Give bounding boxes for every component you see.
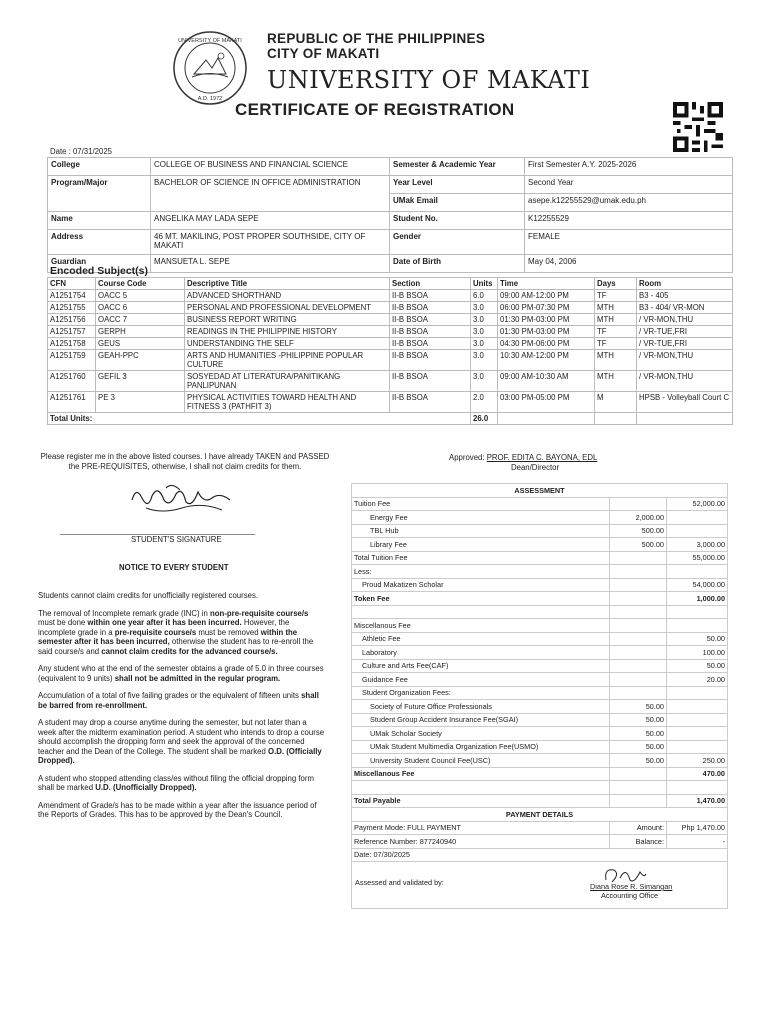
table-row (48, 392, 733, 413)
address-label: Address (48, 230, 151, 255)
fee-row: Laboratory 100.00 (352, 646, 728, 660)
year-value: Second Year (525, 176, 733, 194)
qr-code (672, 102, 724, 152)
program-value: BACHELOR OF SCIENCE IN OFFICE ADMINISTRATION (151, 176, 390, 212)
table-cell: HPSB - Volleyball Court C (637, 392, 733, 413)
fee-row: Library Fee 500.00 3,000.00 (352, 538, 728, 552)
table-row (48, 290, 733, 302)
table-row (48, 371, 733, 392)
table-cell: A1251761 (48, 392, 96, 413)
fee-row: UMak Scholar Society 50.00 (352, 727, 728, 741)
document-title: CERTIFICATE OF REGISTRATION (235, 100, 515, 119)
validator-name: Diana Rose R. Simangan (590, 882, 673, 891)
table-row (48, 326, 733, 338)
notice-paragraph: A student who stopped attending class/es without filing the official dropping form shall be marked U.D. (Unofficially Dropped). (38, 773, 314, 792)
table-cell: 3.0 (471, 350, 498, 371)
table-cell: OACC 6 (96, 302, 185, 314)
total-units-label: Total Units: (48, 413, 471, 425)
fee-row: Token Fee 1,000.00 (352, 592, 728, 606)
payment-details-title: PAYMENT DETAILS (352, 808, 728, 822)
table-cell: TF (595, 338, 637, 350)
col-header: Descriptive Title (185, 278, 390, 290)
table-cell: / VR-TUE,FRI (637, 326, 733, 338)
approved-label: Approved: (449, 453, 485, 462)
notice-paragraph: Any student who at the end of the semester obtains a grade of 5.0 in three courses (equivalent to 9 units) shall not be admitted in the regular program. (38, 664, 324, 683)
dob-value: May 04, 2006 (525, 255, 733, 273)
total-units-value: 26.0 (471, 413, 498, 425)
table-cell: OACC 7 (96, 314, 185, 326)
email-value: asepe.k12255529@umak.edu.ph (525, 194, 733, 212)
table-row (48, 338, 733, 350)
table-cell: A1251754 (48, 290, 96, 302)
table-cell: A1251757 (48, 326, 96, 338)
table-cell: II-B BSOA (390, 326, 471, 338)
assessment-title: ASSESSMENT (352, 484, 728, 498)
college-value: COLLEGE OF BUSINESS AND FINANCIAL SCIENCE (151, 158, 390, 176)
subjects-table (47, 277, 733, 425)
table-cell: ADVANCED SHORTHAND (185, 290, 390, 302)
table-row (48, 350, 733, 371)
table-cell: / VR-MON,THU (637, 350, 733, 371)
col-header: Section (390, 278, 471, 290)
table-row (48, 314, 733, 326)
student-no-label: Student No. (390, 212, 525, 230)
year-label: Year Level (390, 176, 525, 194)
fee-row: Miscellanous Fee 470.00 (352, 767, 728, 781)
notice-body (38, 591, 326, 828)
approver-name: PROF. EDITA C. BAYONA, EDL (486, 453, 598, 462)
fee-row: Guidance Fee 20.00 (352, 673, 728, 687)
payment-row: Payment Mode: FULL PAYMENT Amount: Php 1,470.00 (352, 821, 728, 835)
signature-line: _____________________________________________ (60, 526, 256, 535)
payment-row: Reference Number: 877240940 Balance: - (352, 835, 728, 849)
svg-text:A.D. 1972: A.D. 1972 (197, 96, 223, 102)
table-cell: A1251759 (48, 350, 96, 371)
table-cell: 09:00 AM-12:00 PM (498, 290, 595, 302)
table-cell: GEUS (96, 338, 185, 350)
table-cell: A1251758 (48, 338, 96, 350)
fee-row: Miscellanous Fee (352, 619, 728, 633)
table-cell: A1251755 (48, 302, 96, 314)
header-republic: REPUBLIC OF THE PHILIPPINES CITY OF MAKATI (267, 31, 486, 61)
validation-row (352, 862, 728, 909)
table-cell: / VR-MON,THU (637, 314, 733, 326)
notice-paragraph: Students cannot claim credits for unofficially registered courses. (38, 591, 259, 600)
col-header: Time (498, 278, 595, 290)
fee-row: Energy Fee 2,000.00 (352, 511, 728, 525)
table-cell: II-B BSOA (390, 392, 471, 413)
table-cell: 04:30 PM-06:00 PM (498, 338, 595, 350)
gender-label: Gender (390, 230, 525, 255)
notice-paragraph: Accumulation of a total of five failing grades or the equivalent of fifteen units shall be barred from re-enrollment. (38, 691, 319, 710)
table-cell: UNDERSTANDING THE SELF (185, 338, 390, 350)
table-cell: GEAH-PPC (96, 350, 185, 371)
table-cell: II-B BSOA (390, 314, 471, 326)
guardian-label: Guardian (48, 255, 151, 273)
program-label: Program/Major (48, 176, 151, 212)
fee-row: Total Payable 1,470.00 (352, 794, 728, 808)
fee-row: Less: (352, 565, 728, 579)
col-header: Room (637, 278, 733, 290)
name-label: Name (48, 212, 151, 230)
fee-row: University Student Council Fee(USC) 50.00 250.00 (352, 754, 728, 768)
table-cell: GEFIL 3 (96, 371, 185, 392)
header-university: UNIVERSITY OF MAKATI (267, 66, 591, 94)
total-row (48, 413, 733, 425)
table-cell: II-B BSOA (390, 350, 471, 371)
table-cell: A1251760 (48, 371, 96, 392)
approver-title: Dean/Director (511, 463, 560, 472)
encoded-subjects-title: Encoded Subject(s) (50, 265, 149, 277)
table-cell: II-B BSOA (390, 302, 471, 314)
date-line: Date : 07/31/2025 (50, 147, 112, 156)
table-cell: B3 - 404/ VR-MON (637, 302, 733, 314)
table-cell: 06:00 PM-07:30 PM (498, 302, 595, 314)
table-cell: II-B BSOA (390, 290, 471, 302)
table-cell: 6.0 (471, 290, 498, 302)
table-cell: 01:30 PM-03:00 PM (498, 314, 595, 326)
spacer-row (352, 781, 728, 795)
table-cell: / VR-MON,THU (637, 371, 733, 392)
spacer-row (352, 605, 728, 619)
fee-row: Student Organization Fees: (352, 686, 728, 700)
university-seal (172, 30, 248, 106)
table-cell: GERPH (96, 326, 185, 338)
col-header: Course Code (96, 278, 185, 290)
table-cell: 10:30 AM-12:00 PM (498, 350, 595, 371)
fee-row: UMak Student Multimedia Organization Fee(USMO) 50.00 (352, 740, 728, 754)
student-signature (122, 478, 242, 518)
dob-label: Date of Birth (390, 255, 525, 273)
fee-row: Society of Future Office Professionals 50.00 (352, 700, 728, 714)
college-label: College (48, 158, 151, 176)
table-cell: MTH (595, 314, 637, 326)
table-cell: 01:30 PM-03:00 PM (498, 326, 595, 338)
assessment-table (351, 483, 728, 909)
signature-label: STUDENT'S SIGNATURE (131, 535, 222, 544)
table-cell: / VR-TUE,FRI (637, 338, 733, 350)
table-cell: OACC 5 (96, 290, 185, 302)
fee-row: Total Tuition Fee 55,000.00 (352, 551, 728, 565)
table-cell: PERSONAL AND PROFESSIONAL DEVELOPMENT (185, 302, 390, 314)
col-header: Units (471, 278, 498, 290)
header-city: CITY OF MAKATI (267, 46, 380, 61)
name-value: ANGELIKA MAY LADA SEPE (151, 212, 390, 230)
table-cell: 3.0 (471, 326, 498, 338)
table-cell: 3.0 (471, 338, 498, 350)
table-cell: II-B BSOA (390, 338, 471, 350)
fee-row: Student Group Accident Insurance Fee(SGAI) 50.00 (352, 713, 728, 727)
table-cell: M (595, 392, 637, 413)
fee-row: Tuition Fee 52,000.00 (352, 497, 728, 511)
table-cell: 2.0 (471, 392, 498, 413)
table-cell: 3.0 (471, 314, 498, 326)
gender-value: FEMALE (525, 230, 733, 255)
table-cell: 3.0 (471, 371, 498, 392)
table-cell: MTH (595, 302, 637, 314)
table-cell: A1251756 (48, 314, 96, 326)
fee-row: Athletic Fee 50.00 (352, 632, 728, 646)
student-info-table (47, 157, 733, 273)
validator-office: Accounting Office (601, 891, 659, 900)
student-no-value: K12255529 (525, 212, 733, 230)
table-cell: MTH (595, 371, 637, 392)
svg-text:UNIVERSITY OF MAKATI: UNIVERSITY OF MAKATI (178, 38, 242, 44)
approved-line (449, 453, 597, 463)
table-cell: PHYSICAL ACTIVITIES TOWARD HEALTH AND FITNESS 3 (PATHFIT 3) (185, 392, 390, 413)
registration-request: Please register me in the above listed courses. I have already TAKEN and PASSED the PRE-REQUISITES, otherwise, I shall not claim credits for them. (40, 452, 330, 471)
table-cell: TF (595, 326, 637, 338)
notice-paragraph: A student may drop a course anytime during the semester, but not later than a week after the midterm examination period. A student who intends to drop a course should accomplish the dropping form and seek the approval of the concerned teacher and the Dean of the College. The student shall be marked O.D. (Officially Dropped). (38, 718, 325, 765)
table-cell: SOSYEDAD AT LITERATURA/PANITIKANG PANLIPUNAN (185, 371, 390, 392)
guardian-value: MANSUETA L. SEPE (151, 255, 390, 273)
table-cell: READINGS IN THE PHILIPPINE HISTORY (185, 326, 390, 338)
table-cell: BUSINESS REPORT WRITING (185, 314, 390, 326)
table-cell: 03:00 PM-05:00 PM (498, 392, 595, 413)
table-cell: MTH (595, 350, 637, 371)
fee-row: TBL Hub 500.00 (352, 524, 728, 538)
semester-label: Semester & Academic Year (390, 158, 525, 176)
col-header: CFN (48, 278, 96, 290)
table-cell: TF (595, 290, 637, 302)
col-header: Days (595, 278, 637, 290)
notice-title: NOTICE TO EVERY STUDENT (119, 563, 229, 572)
table-cell: 3.0 (471, 302, 498, 314)
notice-paragraph: The removal of Incomplete remark grade (INC) in non-pre-requisite course/s must be done within one year after it has been incurred. However, the incomplete grade in a pre-requisite course/s must be removed within the semester after it has been incurred, otherwise the student has to re-enroll the said course/s and cannot claim credits for the advanced course/s. (38, 608, 314, 656)
table-cell: II-B BSOA (390, 371, 471, 392)
address-value: 46 MT. MAKILING, POST PROPER SOUTHSIDE, CITY OF MAKATI (151, 230, 390, 255)
table-row (48, 302, 733, 314)
table-cell: PE 3 (96, 392, 185, 413)
semester-value: First Semester A.Y. 2025-2026 (525, 158, 733, 176)
validated-label: Assessed and validated by: (355, 878, 444, 887)
fee-row: Proud Makatizen Scholar 54,000.00 (352, 578, 728, 592)
fee-row: Culture and Arts Fee(CAF) 50.00 (352, 659, 728, 673)
notice-paragraph: Amendment of Grade/s has to be made within a year after the issuance period of the Reports of Grades. This has to be approved by the Dean's Council. (38, 800, 317, 819)
table-cell: ARTS AND HUMANITIES -PHILIPPINE POPULAR CULTURE (185, 350, 390, 371)
table-cell: B3 - 405 (637, 290, 733, 302)
email-label: UMak Email (390, 194, 525, 212)
table-cell: 09:00 AM-10:30 AM (498, 371, 595, 392)
payment-row: Date: 07/30/2025 (352, 848, 728, 862)
